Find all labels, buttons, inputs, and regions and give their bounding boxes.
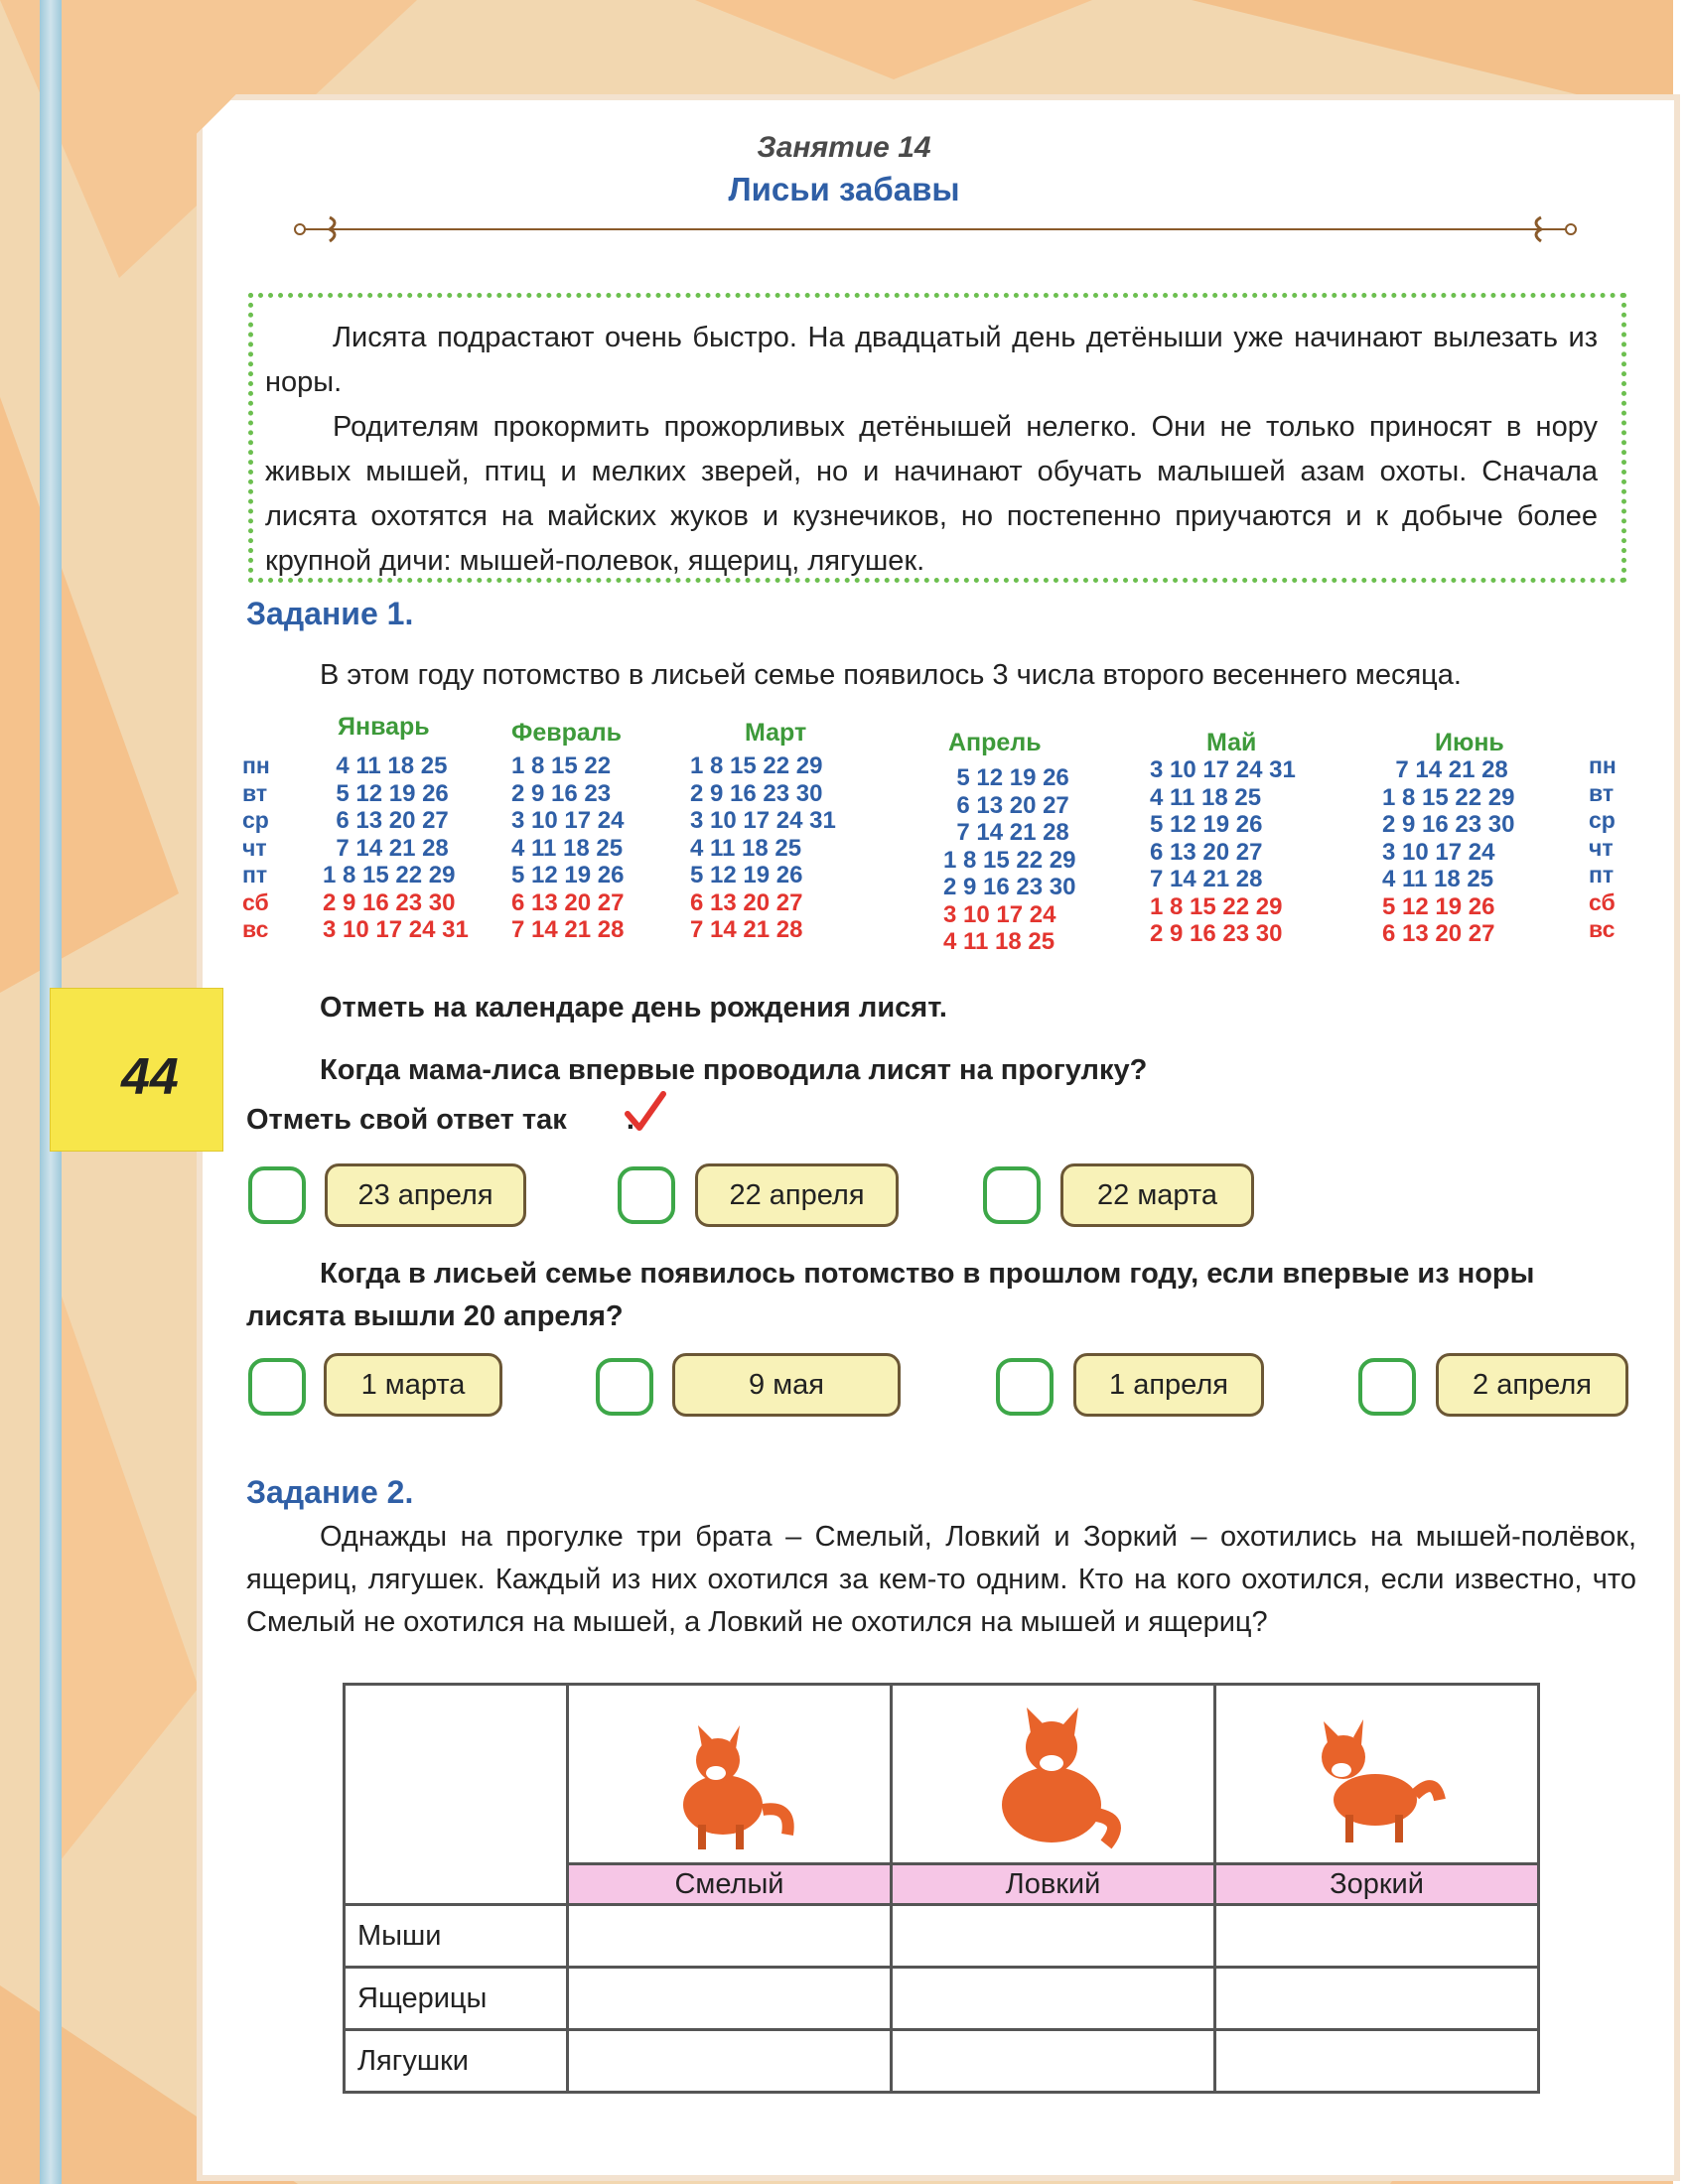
calendar-week-row[interactable]: 1 8 15 22 29 — [943, 846, 1076, 874]
answer-cell[interactable] — [568, 2030, 892, 2093]
fox-image-cell — [1215, 1685, 1539, 1864]
option2-checkbox-2[interactable] — [596, 1358, 653, 1416]
option2-checkbox-1[interactable] — [248, 1358, 306, 1416]
calendar-week-row[interactable]: 1 8 15 22 — [511, 752, 612, 779]
calendar-week-row[interactable]: 4 11 18 25 — [690, 834, 802, 862]
calendar-day-name: сб — [1589, 888, 1616, 915]
calendar-week-row[interactable]: 1 8 15 22 29 — [1150, 892, 1283, 920]
logic-table — [343, 1683, 1540, 2094]
calendar-week-row[interactable]: 4 11 18 25 — [1382, 866, 1494, 892]
column-header: Зоркий — [1215, 1864, 1539, 1905]
calendar-week-row[interactable]: 7 14 21 28 — [1150, 866, 1263, 892]
row-label: Лягушки — [345, 2030, 568, 2093]
calendar-day-name: ср — [242, 807, 269, 833]
calendar-day-name: вт — [1589, 779, 1615, 806]
column-header: Смелый — [568, 1864, 892, 1905]
calendar-week-row[interactable]: 1 8 15 22 29 — [1382, 783, 1515, 811]
calendar-week-row[interactable]: 2 9 16 23 — [511, 779, 612, 807]
calendar-month-name: Январь — [338, 713, 430, 741]
story-paragraph-2: Родителям прокормить прожорливых детёнышей нелегко. Они не только приносят в нору живых мышей, птиц и мелких зверей, но и начинают обучать малышей азам охоты. Сначала лисята охотятся на майских жуков и кузнечиков, но постепенно приучаются и к добыче более крупной дичи: мышей-полевок, ящериц, лягушек. — [265, 411, 1598, 577]
calendar-week-row[interactable]: 6 13 20 27 — [1382, 920, 1495, 947]
option2-label-2: 9 мая — [672, 1353, 901, 1417]
task2-text: Однажды на прогулке три брата – Смелый, Ловкий и Зоркий – охотились на мышей-полёвок, ящериц, лягушек. Каждый из них охотился за кем-то одним. Кто на кого охотился, если известно, что Смелый не охотился на мышей, а Ловкий не охотился на мышей и ящериц? — [246, 1521, 1636, 1638]
answer-cell[interactable] — [1215, 2030, 1539, 2093]
page-number: 44 — [121, 1048, 179, 1106]
task1-question-2: Когда мама-лиса впервые проводила лисят на прогулку? — [320, 1054, 1148, 1086]
answer-cell[interactable] — [1215, 1905, 1539, 1968]
fox-icon — [1216, 1686, 1537, 1854]
calendar-month-name: Май — [1206, 729, 1257, 756]
calendar-day-name: пн — [1589, 752, 1617, 778]
task1-question-3: Когда в лисьей семье появилось потомство в прошлом году, если впервые из норы лисята вышли 20 апреля? — [246, 1258, 1535, 1332]
calendar-week-row[interactable]: 5 12 19 26 — [943, 764, 1069, 791]
fox-icon — [569, 1686, 890, 1854]
calendar-week-row[interactable]: 4 11 18 25 — [1150, 783, 1262, 811]
answer-hint-tail: . — [626, 1104, 634, 1136]
task1-question-1: Отметь на календаре день рождения лисят. — [320, 992, 947, 1024]
answer-cell[interactable] — [568, 1905, 892, 1968]
calendar-day-name: сб — [242, 888, 269, 915]
title-divider — [290, 214, 1581, 244]
calendar-month-name: Март — [745, 719, 807, 747]
task2-title: Задание 2. — [246, 1474, 414, 1510]
fox-image-cell — [568, 1685, 892, 1864]
calendar-week-row[interactable]: 4 11 18 25 — [943, 928, 1055, 955]
task1-answer-hint — [246, 1100, 634, 1140]
answer-cell[interactable] — [568, 1968, 892, 2030]
calendar-week-row[interactable]: 2 9 16 23 30 — [1150, 920, 1283, 947]
task1-intro: В этом году потомство в лисьей семье появилось 3 числа второго весеннего месяца. — [320, 659, 1462, 691]
calendar-week-row[interactable]: 7 14 21 28 — [1382, 756, 1508, 783]
calendar-week-row[interactable]: 2 9 16 23 30 — [690, 779, 823, 807]
calendar-week-row[interactable]: 7 14 21 28 — [943, 819, 1069, 846]
story-box — [248, 293, 1626, 583]
calendar-week-row[interactable]: 2 9 16 23 30 — [323, 888, 456, 916]
calendar-day-name: чт — [242, 834, 267, 861]
option1-checkbox-3[interactable] — [983, 1166, 1041, 1224]
answer-cell[interactable] — [892, 1968, 1215, 2030]
calendar-week-row[interactable]: 3 10 17 24 31 — [323, 916, 469, 943]
option1-label-1: 23 апреля — [325, 1163, 526, 1227]
calendar-week-row[interactable]: 6 13 20 27 — [1150, 838, 1263, 866]
option2-checkbox-4[interactable] — [1358, 1358, 1416, 1416]
calendar-week-row[interactable]: 1 8 15 22 29 — [690, 752, 823, 779]
calendar-week-row[interactable]: 7 14 21 28 — [323, 834, 449, 862]
calendar-month-name: Апрель — [948, 729, 1042, 756]
calendar-day-name: пт — [242, 862, 268, 887]
option2-checkbox-3[interactable] — [996, 1358, 1054, 1416]
fox-icon — [893, 1686, 1213, 1854]
calendar-week-row[interactable]: 5 12 19 26 — [690, 862, 803, 888]
calendar-week-row[interactable]: 3 10 17 24 — [1382, 838, 1495, 866]
calendar-day-name: пн — [242, 752, 270, 778]
option1-label-3: 22 марта — [1060, 1163, 1254, 1227]
calendar-week-row[interactable]: 5 12 19 26 — [1382, 892, 1495, 920]
calendar-week-row[interactable]: 7 14 21 28 — [690, 916, 803, 943]
fox-image-cell — [892, 1685, 1215, 1864]
calendar-month-name: Февраль — [511, 719, 623, 747]
option2-label-1: 1 марта — [324, 1353, 502, 1417]
corner-cell — [345, 1685, 568, 1905]
calendar-week-row[interactable]: 3 10 17 24 — [943, 900, 1056, 928]
calendar-week-row[interactable]: 2 9 16 23 30 — [1382, 811, 1515, 838]
calendar-week-row[interactable]: 4 11 18 25 — [511, 834, 624, 862]
calendar-day-name: вт — [242, 779, 268, 806]
calendar-week-row[interactable]: 3 10 17 24 — [511, 807, 625, 834]
calendar-week-row[interactable]: 1 8 15 22 29 — [323, 862, 456, 888]
answer-hint-text: Отметь свой ответ так — [246, 1104, 567, 1136]
calendar-week-row[interactable]: 4 11 18 25 — [323, 752, 448, 779]
option2-label-4: 2 апреля — [1436, 1353, 1628, 1417]
calendar-week-row[interactable]: 3 10 17 24 31 — [690, 807, 836, 834]
lesson-label: Занятие 14 — [757, 131, 931, 164]
task1-title: Задание 1. — [246, 596, 414, 631]
story-paragraph-1: Лисята подрастают очень быстро. На двадцатый день детёныши уже начинают вылезать из норы. — [265, 322, 1598, 398]
calendar-week-row[interactable]: 5 12 19 26 — [511, 862, 625, 888]
column-header: Ловкий — [892, 1864, 1215, 1905]
calendar-week-row[interactable]: 2 9 16 23 30 — [943, 874, 1076, 900]
lesson-title: Лисьи забавы — [728, 171, 960, 207]
answer-cell[interactable] — [1215, 1968, 1539, 2030]
calendar-day-name: вс — [242, 916, 269, 942]
calendar-day-name: вс — [1589, 916, 1616, 942]
calendar-week-row[interactable]: 7 14 21 28 — [511, 916, 625, 943]
option1-checkbox-2[interactable] — [618, 1166, 675, 1224]
calendar-day-name: пт — [1589, 862, 1615, 887]
calendar-week-row[interactable]: 3 10 17 24 31 — [1150, 756, 1296, 783]
check-mark-icon — [624, 1090, 667, 1134]
calendar-week-row[interactable]: 5 12 19 26 — [1150, 811, 1263, 838]
option2-label-3: 1 апреля — [1073, 1353, 1264, 1417]
answer-cell[interactable] — [892, 1905, 1215, 1968]
option1-label-2: 22 апреля — [695, 1163, 899, 1227]
row-label: Мыши — [345, 1905, 568, 1968]
calendar-week-row[interactable]: 6 13 20 27 — [943, 791, 1069, 819]
answer-cell[interactable] — [892, 2030, 1215, 2093]
calendar-day-name: ср — [1589, 807, 1616, 833]
calendar-day-name: чт — [1589, 834, 1614, 861]
calendar-week-row[interactable]: 6 13 20 27 — [511, 888, 625, 916]
row-label: Ящерицы — [345, 1968, 568, 2030]
calendar-week-row[interactable]: 6 13 20 27 — [323, 807, 449, 834]
calendar-month-name: Июнь — [1435, 729, 1504, 756]
calendar-week-row[interactable]: 5 12 19 26 — [323, 779, 449, 807]
calendar-week-row[interactable]: 6 13 20 27 — [690, 888, 803, 916]
option1-checkbox-1[interactable] — [248, 1166, 306, 1224]
